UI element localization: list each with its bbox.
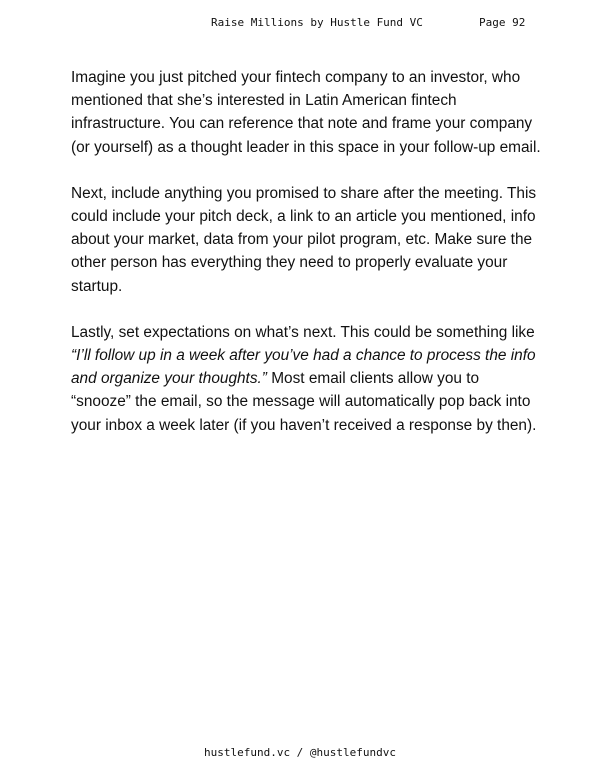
paragraph-1: Imagine you just pitched your fintech company to an investor, who mentioned that she’s interested in Latin American fintech infrastructure. You can reference that note and frame your company (or yourself) as a thought leader in this space in your follow-up email. — [71, 69, 541, 156]
body-text — [71, 66, 541, 460]
page-header — [0, 16, 600, 34]
paragraph-3 — [71, 321, 541, 437]
page-footer — [0, 746, 600, 759]
footer-text: hustlefund.vc / @hustlefundvc — [203, 746, 397, 759]
page-number: Page 92 — [479, 16, 526, 29]
paragraph-3-intro: Lastly, set expectations on what’s next. This could be something like — [71, 323, 535, 341]
document-title: Raise Millions by Hustle Fund VC — [211, 16, 423, 29]
paragraph-2: Next, include anything you promised to share after the meeting. This could include your pitch deck, a link to an article you mentioned, info about your market, data from your pilot program, etc. Make sure the other person has everything they need to properly evaluate your startup. — [71, 184, 537, 295]
paragraph-3-rest: Most email clients allow you to “snooze” the email, so the message will automatically pop back into your inbox a week later (if you haven’t received a response by then). — [71, 370, 537, 434]
paragraph-3-quote: “I’ll follow up in a week after you’ve had a chance to process the info and organize your thoughts.” — [71, 347, 536, 388]
